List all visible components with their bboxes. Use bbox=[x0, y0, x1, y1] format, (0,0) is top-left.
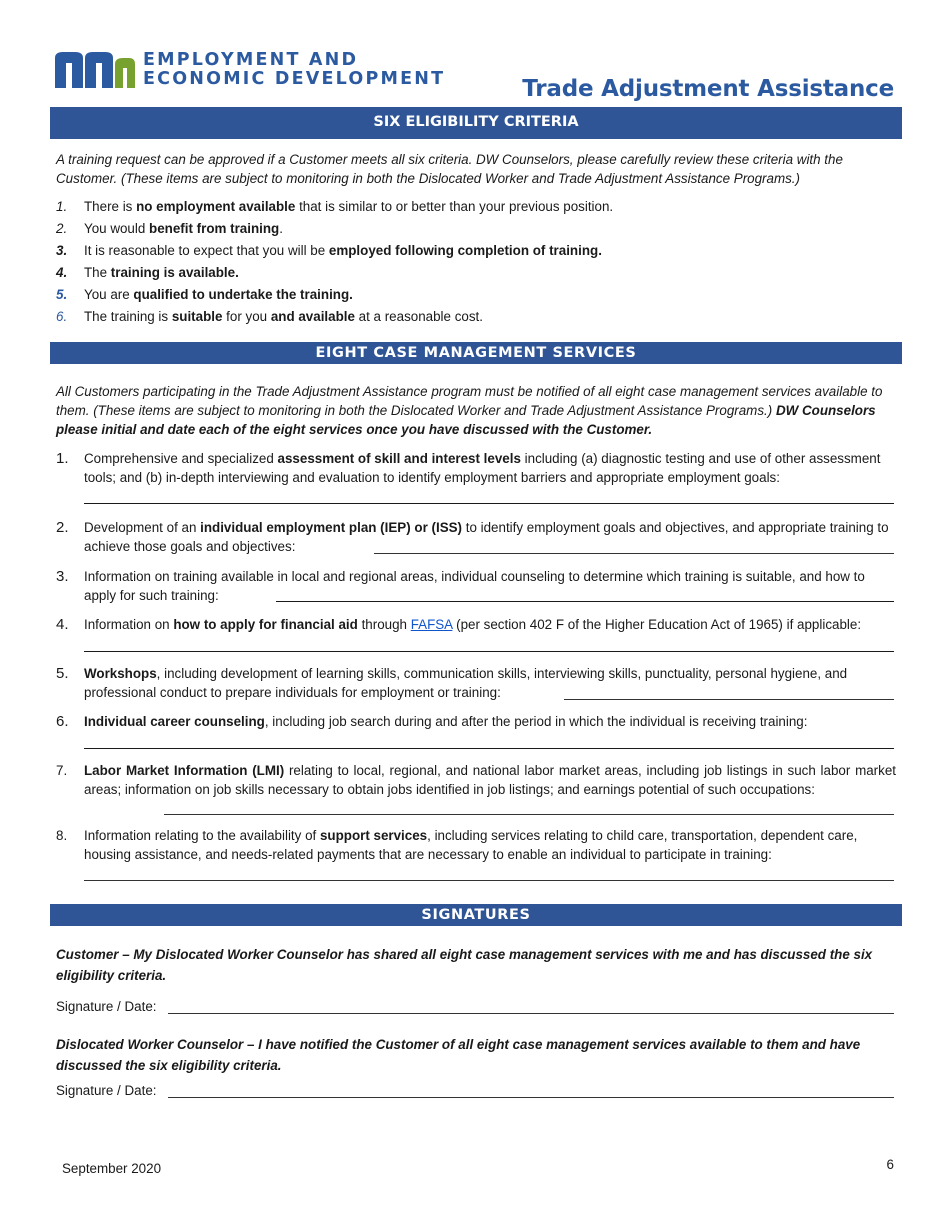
criterion-text: that is similar to or better than your previous position. bbox=[295, 199, 614, 214]
service-text: , including development of learning skills, communication skills, interviewing skills, punctuality, personal hygiene, and professional conduct to prepare individuals for employment or training: bbox=[84, 666, 848, 700]
eligibility-intro: A training request can be approved if a Customer meets all six criteria. DW Counselors, please carefully review these criteria with the Customer. (These items are subject to monitoring in both the Dislocated Worker and Trade Adjustment Assistance Programs.) bbox=[56, 152, 843, 186]
service-text: (per section 402 F of the Higher Education Act of 1965) if applicable: bbox=[452, 617, 862, 632]
criterion-number: 6. bbox=[56, 309, 68, 324]
criterion-text: The training is bbox=[84, 309, 172, 324]
service-text: , including services relating to child care, transportation, dependent care, housing assistance, and needs-related payments that are necessary to enable an individual to participate in training: bbox=[84, 828, 858, 862]
criterion-text: There is bbox=[84, 199, 137, 214]
criterion-text: It is reasonable to expect that you will be bbox=[84, 243, 329, 258]
document-title: Trade Adjustment Assistance bbox=[522, 76, 894, 102]
eligibility-heading: SIX ELIGIBILITY CRITERIA bbox=[50, 107, 902, 139]
service-2 bbox=[56, 518, 896, 556]
criterion-number: 3. bbox=[56, 243, 68, 258]
criterion-text: You would bbox=[84, 221, 150, 236]
service-2-initial-line[interactable] bbox=[374, 553, 894, 554]
service-text: to identify employment goals and objectives, and appropriate training to achieve those goals and objectives: bbox=[84, 520, 889, 554]
criterion-text: at a reasonable cost. bbox=[354, 309, 483, 324]
service-number: 5. bbox=[56, 665, 69, 682]
service-number: 6. bbox=[56, 713, 69, 730]
logo-text bbox=[143, 51, 445, 89]
services-intro-bold: DW Counselors please initial and date each of the eight services once you have discussed with the Customer. bbox=[56, 403, 876, 437]
criterion-bold: benefit from training bbox=[149, 221, 280, 236]
criterion-number: 2. bbox=[56, 221, 68, 236]
criterion-number: 1. bbox=[56, 199, 68, 214]
service-number: 3. bbox=[56, 568, 69, 585]
service-6-initial-line[interactable] bbox=[84, 748, 894, 749]
criterion-bold: training is available. bbox=[110, 265, 239, 280]
criterion-4 bbox=[56, 262, 896, 284]
service-6 bbox=[56, 712, 896, 731]
counselor-signature-label: Signature / Date: bbox=[56, 1083, 157, 1098]
service-bold: Labor Market Information (LMI) bbox=[84, 763, 285, 778]
service-3-initial-line[interactable] bbox=[276, 601, 894, 602]
customer-statement: Customer – My Dislocated Worker Counselor has shared all eight case management services with me and has discussed the six eligibility criteria. bbox=[56, 947, 873, 983]
service-bold: individual employment plan (IEP) or (ISS) bbox=[200, 520, 463, 535]
criterion-bold: qualified to undertake the training. bbox=[133, 287, 353, 302]
deed-logo bbox=[55, 50, 445, 90]
criterion-text: The bbox=[84, 265, 111, 280]
service-3 bbox=[56, 567, 896, 605]
service-text: through bbox=[357, 617, 411, 632]
service-number: 1. bbox=[56, 450, 69, 467]
services-intro-text: All Customers participating in the Trade Adjustment Assistance program must be notified of all eight case management services available to them. (These items are subject to monitoring in both the Dislocated Worker and Trade Adjustment Assistance Programs.) bbox=[56, 384, 883, 418]
service-text: , including job search during and after the period in which the individual is receiving training: bbox=[264, 714, 808, 729]
criterion-3 bbox=[56, 240, 896, 262]
criterion-6 bbox=[56, 306, 896, 328]
criterion-1 bbox=[56, 196, 896, 218]
service-number: 8. bbox=[56, 828, 68, 843]
service-number: 7. bbox=[56, 763, 68, 778]
service-5 bbox=[56, 664, 896, 702]
service-text: Development of an bbox=[84, 520, 201, 535]
service-number: 2. bbox=[56, 519, 69, 536]
service-text: Information relating to the availability of bbox=[84, 828, 320, 843]
mn-logo-icon bbox=[55, 50, 135, 88]
counselor-signature-line[interactable] bbox=[168, 1097, 894, 1098]
fafsa-link[interactable]: FAFSA bbox=[410, 617, 453, 632]
service-bold: Workshops bbox=[84, 666, 157, 681]
service-text: including (a) diagnostic testing and use of other assessment tools; and (b) in-depth interviewing and evaluation to identify employment barriers and appropriate employment goals: bbox=[84, 451, 881, 485]
criterion-text: for you bbox=[222, 309, 271, 324]
criterion-bold: and available bbox=[270, 309, 355, 324]
criterion-5 bbox=[56, 284, 896, 306]
criterion-text: . bbox=[279, 221, 283, 236]
logo-line-1: EMPLOYMENT AND bbox=[143, 50, 359, 70]
service-8 bbox=[56, 826, 896, 864]
service-text: relating to local, regional, and national labor market areas, including job listings in such labor market areas; information on job skills necessary to obtain jobs identified in job listings; and earnings potential of such occupations: bbox=[84, 763, 896, 797]
service-text: Comprehensive and specialized bbox=[84, 451, 278, 466]
service-7-initial-line[interactable] bbox=[164, 814, 894, 815]
service-number: 4. bbox=[56, 616, 69, 633]
criterion-2 bbox=[56, 218, 896, 240]
service-4-initial-line[interactable] bbox=[84, 651, 894, 652]
service-7 bbox=[56, 761, 896, 799]
criterion-text: You are bbox=[84, 287, 134, 302]
service-text: Information on bbox=[84, 617, 174, 632]
services-heading: EIGHT CASE MANAGEMENT SERVICES bbox=[50, 342, 902, 364]
service-bold: support services bbox=[319, 828, 428, 843]
service-1 bbox=[56, 449, 896, 487]
service-1-initial-line[interactable] bbox=[84, 503, 894, 504]
service-8-initial-line[interactable] bbox=[84, 880, 894, 881]
criterion-bold: suitable bbox=[171, 309, 223, 324]
page-number: 6 bbox=[886, 1157, 894, 1172]
footer-date: September 2020 bbox=[62, 1161, 162, 1176]
service-bold: how to apply for financial aid bbox=[173, 617, 358, 632]
logo-line-2: ECONOMIC DEVELOPMENT bbox=[143, 69, 446, 89]
counselor-statement: Dislocated Worker Counselor – I have notified the Customer of all eight case management services available to them and have discussed the six eligibility criteria. bbox=[56, 1037, 861, 1073]
criterion-bold: employed following completion of training. bbox=[328, 243, 602, 258]
criterion-number: 4. bbox=[56, 265, 68, 280]
signatures-heading: SIGNATURES bbox=[50, 904, 902, 926]
services-intro bbox=[56, 382, 896, 439]
service-5-initial-line[interactable] bbox=[564, 699, 894, 700]
customer-signature-label: Signature / Date: bbox=[56, 999, 157, 1014]
criterion-number: 5. bbox=[56, 287, 68, 302]
service-bold: Individual career counseling bbox=[84, 714, 265, 729]
customer-signature-line[interactable] bbox=[168, 1013, 894, 1014]
service-4 bbox=[56, 615, 896, 634]
service-text: Information on training available in local and regional areas, individual counseling to determine which training is suitable, and how to apply for such training: bbox=[84, 569, 865, 603]
criterion-bold: no employment available bbox=[136, 199, 296, 214]
service-bold: assessment of skill and interest levels bbox=[277, 451, 521, 466]
